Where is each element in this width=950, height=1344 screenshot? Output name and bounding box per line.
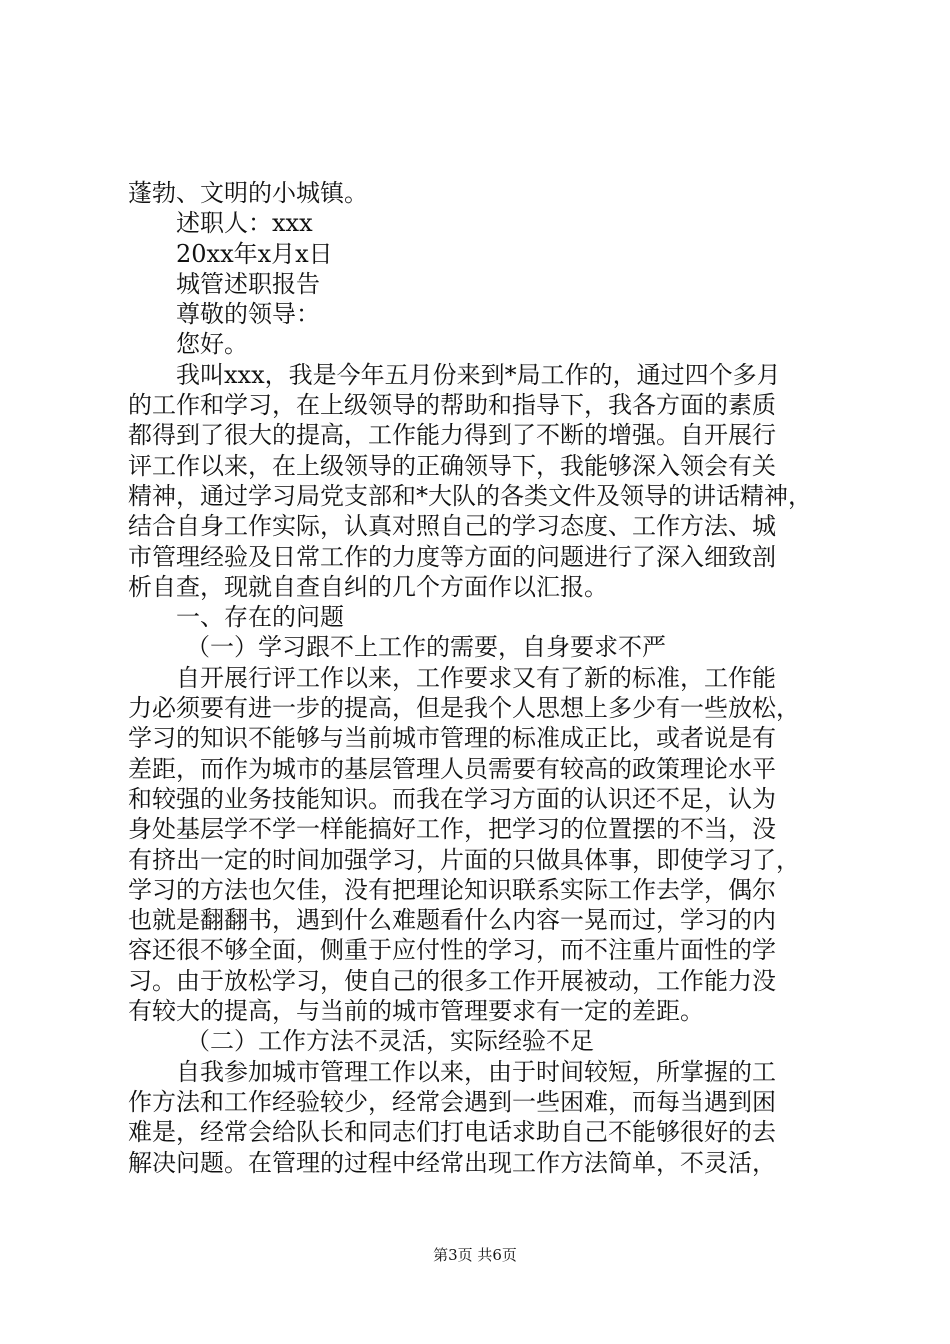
paragraph-line: 容还很不够全面，侧重于应付性的学习，而不注重片面性的学 (128, 936, 776, 965)
salutation: 尊敬的领导： (176, 300, 320, 329)
text-line: 蓬勃、文明的小城镇。 (128, 179, 368, 207)
signature-date: 20xx年x月x日 (176, 239, 333, 268)
paragraph-line: 学习的方法也欠佳，没有把理论知识联系实际工作去学，偶尔 (128, 875, 776, 904)
page-number: 第3页 共6页 (433, 1246, 517, 1264)
paragraph-line: 和较强的业务技能知识。而我在学习方面的认识还不足，认为 (128, 784, 776, 813)
paragraph-line: 自我参加城市管理工作以来，由于时间较短，所掌握的工 (176, 1057, 776, 1086)
paragraph-line: 市管理经验及日常工作的力度等方面的问题进行了深入细致剖 (128, 542, 776, 571)
paragraph-line: 结合自身工作实际，认真对照自己的学习态度、工作方法、城 (128, 512, 776, 541)
paragraph-line: 差距，而作为城市的基层管理人员需要有较高的政策理论水平 (128, 754, 776, 783)
paragraph-line: 有挤出一定的时间加强学习，片面的只做具体事，即使学习了， (128, 845, 800, 874)
paragraph-line: 力必须要有进一步的提高，但是我个人思想上多少有一些放松， (128, 694, 800, 723)
page-footer (0, 1245, 950, 1265)
paragraph-line: 自开展行评工作以来，工作要求又有了新的标准，工作能 (176, 663, 776, 692)
subsection-heading: （二）工作方法不灵活，实际经验不足 (186, 1027, 594, 1056)
paragraph-line: 习。由于放松学习，使自己的很多工作开展被动，工作能力没 (128, 966, 776, 995)
section-heading: 一、存在的问题 (176, 603, 344, 632)
paragraph-line: 我叫xxx，我是今年五月份来到*局工作的，通过四个多月 (176, 360, 781, 389)
paragraph-line: 解决问题。在管理的过程中经常出现工作方法简单，不灵活， (128, 1148, 776, 1177)
subsection-heading: （一）学习跟不上工作的需要，自身要求不严 (186, 633, 666, 662)
greeting: 您好。 (176, 330, 248, 359)
paragraph-line: 身处基层学不学一样能搞好工作，把学习的位置摆的不当，没 (128, 815, 776, 844)
paragraph-line: 评工作以来，在上级领导的正确领导下，我能够深入领会有关 (128, 451, 776, 480)
paragraph-line: 有较大的提高，与当前的城市管理要求有一定的差距。 (128, 997, 704, 1026)
paragraph-line: 难是，经常会给队长和同志们打电话求助自己不能够很好的去 (128, 1118, 776, 1147)
document-title: 城管述职报告 (176, 269, 320, 298)
document-body (128, 178, 828, 1178)
paragraph-line: 作方法和工作经验较少，经常会遇到一些困难，而每当遇到困 (128, 1087, 776, 1116)
paragraph-line: 也就是翻翻书，遇到什么难题看什么内容一晃而过，学习的内 (128, 906, 776, 935)
signature-label: 述职人：xxx (176, 209, 313, 238)
paragraph-line: 学习的知识不能够与当前城市管理的标准成正比，或者说是有 (128, 724, 776, 753)
paragraph-line: 析自查，现就自查自纠的几个方面作以汇报。 (128, 572, 608, 601)
paragraph-line: 精神，通过学习局党支部和*大队的各类文件及领导的讲话精神， (128, 481, 812, 510)
paragraph-line: 都得到了很大的提高，工作能力得到了不断的增强。自开展行 (128, 421, 776, 450)
paragraph-line: 的工作和学习，在上级领导的帮助和指导下，我各方面的素质 (128, 391, 776, 420)
